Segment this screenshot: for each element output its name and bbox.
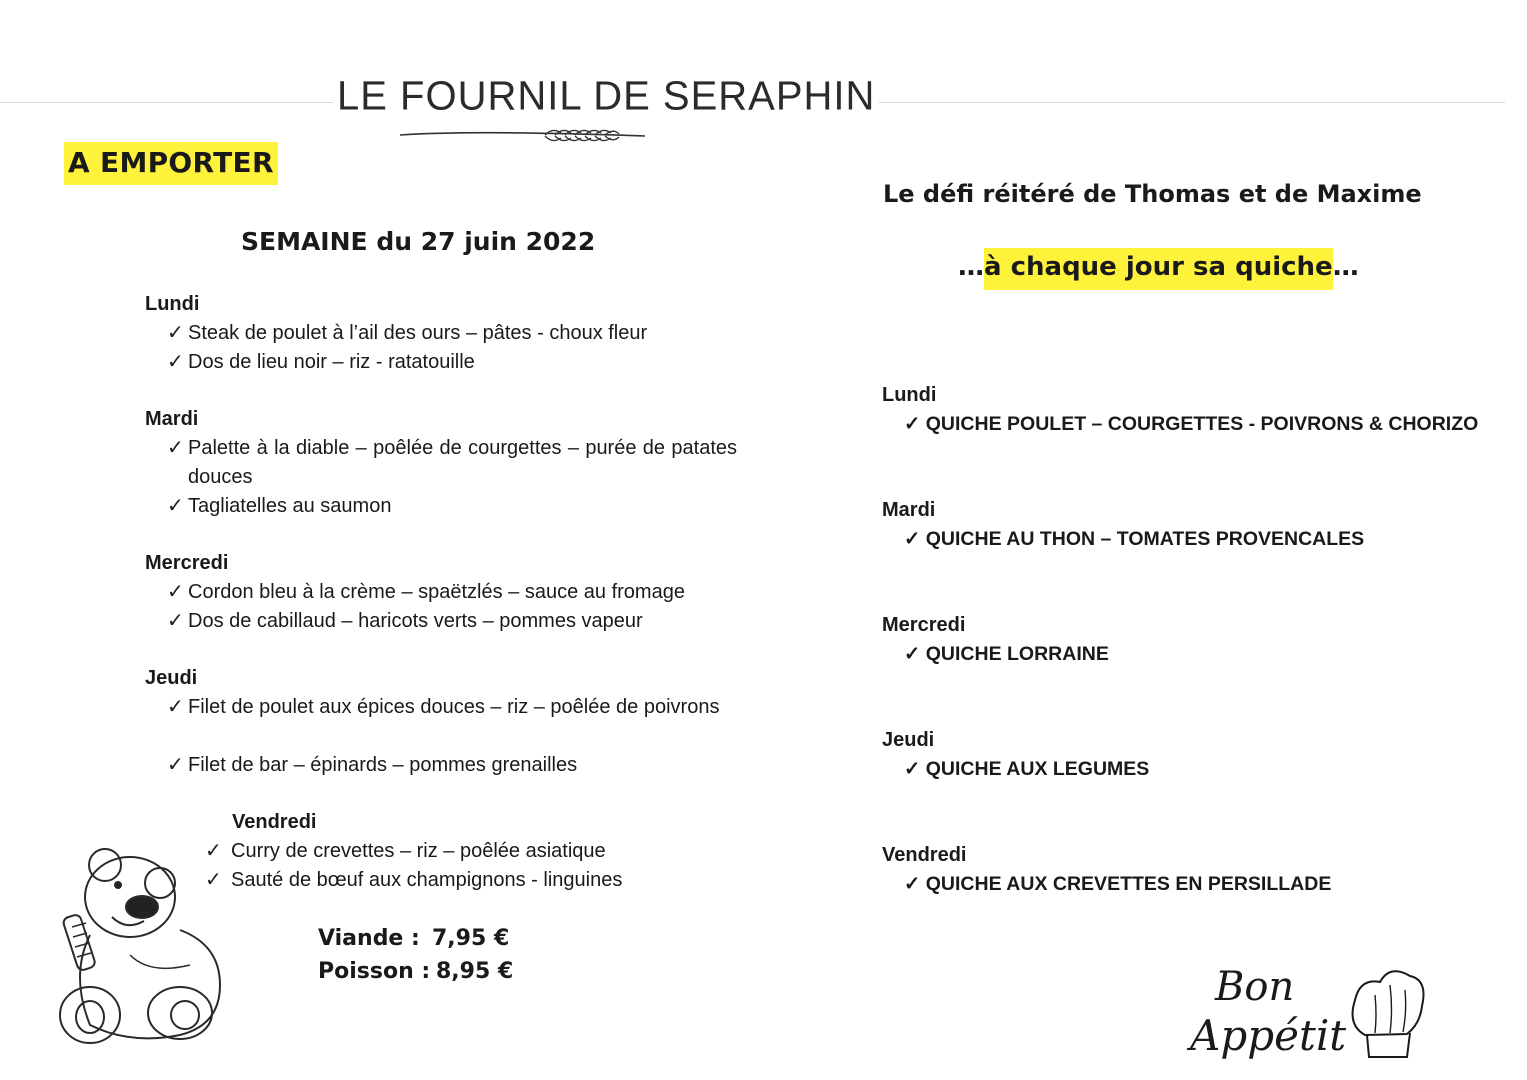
check-icon: ✓ <box>167 581 184 603</box>
bon-appetit-logo <box>1185 955 1425 1065</box>
check-icon: ✓ <box>167 351 184 373</box>
check-icon: ✓ <box>167 754 184 776</box>
menu-item: ✓ Filet de poulet aux épices douces – riz – poêlée de poivrons <box>167 693 737 722</box>
menu-item: ✓ Curry de crevettes – riz – poêlée asiatique <box>205 837 725 866</box>
teddy-bear-icon <box>50 835 265 1050</box>
quiche-item: ✓ QUICHE AUX LEGUMES <box>904 758 1150 780</box>
quiche-day-monday: Lundi <box>882 384 937 406</box>
quiche-day-tuesday: Mardi <box>882 499 936 521</box>
menu-item: ✓ Tagliatelles au saumon <box>167 492 737 521</box>
day-tuesday: Mardi <box>145 408 199 430</box>
wheat-ear-icon <box>395 118 650 148</box>
svg-text:Bon: Bon <box>1215 964 1295 1010</box>
fish-price: 8,95 € <box>436 959 514 984</box>
check-icon: ✓ <box>167 322 184 344</box>
menu-item: ✓ Cordon bleu à la crème – spaëtzlés – sauce au fromage <box>167 578 737 607</box>
check-icon: ✓ <box>904 528 921 550</box>
day-friday: Vendredi <box>232 811 317 833</box>
day-wednesday: Mercredi <box>145 552 229 574</box>
check-icon: ✓ <box>167 437 184 459</box>
check-icon: ✓ <box>205 840 222 862</box>
menu-item: ✓ Sauté de bœuf aux champignons - linguines <box>205 866 725 895</box>
meat-price-label: Viande : <box>318 926 420 951</box>
check-icon: ✓ <box>904 413 921 435</box>
day-thursday: Jeudi <box>145 667 198 689</box>
check-icon: ✓ <box>904 873 921 895</box>
day-monday: Lundi <box>145 293 200 315</box>
quiche-day-thursday: Jeudi <box>882 729 935 751</box>
menu-item: ✓ Dos de cabillaud – haricots verts – pommes vapeur <box>167 607 737 636</box>
svg-text:Appétit: Appétit <box>1190 1011 1347 1060</box>
quiche-tagline: …à chaque jour sa quiche… <box>958 252 1359 282</box>
tagline-highlight: à chaque jour sa quiche <box>984 248 1333 290</box>
quiche-item: ✓ QUICHE AUX CREVETTES EN PERSILLADE <box>904 873 1332 895</box>
quiche-day-wednesday: Mercredi <box>882 614 966 636</box>
menu-item: ✓ Palette à la diable – poêlée de courgettes – purée de patates douces <box>167 434 737 492</box>
menu-item: ✓ Dos de lieu noir – riz - ratatouille <box>167 348 737 377</box>
brand-title: LE FOURNIL DE SERAPHIN <box>333 74 879 120</box>
chef-hat-icon <box>1353 971 1424 1057</box>
quiche-day-friday: Vendredi <box>882 844 967 866</box>
check-icon: ✓ <box>167 495 184 517</box>
challenge-title: Le défi réitéré de Thomas et de Maxime <box>883 180 1422 208</box>
fish-price-label: Poisson : <box>318 959 431 984</box>
check-icon: ✓ <box>167 696 184 718</box>
takeaway-label: A EMPORTER <box>64 142 278 185</box>
menu-item: ✓ Filet de bar – épinards – pommes grenailles <box>167 751 737 780</box>
week-title: SEMAINE du 27 juin 2022 <box>241 227 596 256</box>
quiche-item: ✓ QUICHE AU THON – TOMATES PROVENCALES <box>904 528 1365 550</box>
quiche-item: ✓ QUICHE POULET – COURGETTES - POIVRONS & CHORIZO <box>904 413 1479 435</box>
check-icon: ✓ <box>167 610 184 632</box>
meat-price: 7,95 € <box>432 926 510 951</box>
check-icon: ✓ <box>205 869 222 891</box>
menu-item: ✓ Steak de poulet à l’ail des ours – pâtes - choux fleur <box>167 319 737 348</box>
check-icon: ✓ <box>904 758 921 780</box>
quiche-item: ✓ QUICHE LORRAINE <box>904 643 1109 665</box>
check-icon: ✓ <box>904 643 921 665</box>
